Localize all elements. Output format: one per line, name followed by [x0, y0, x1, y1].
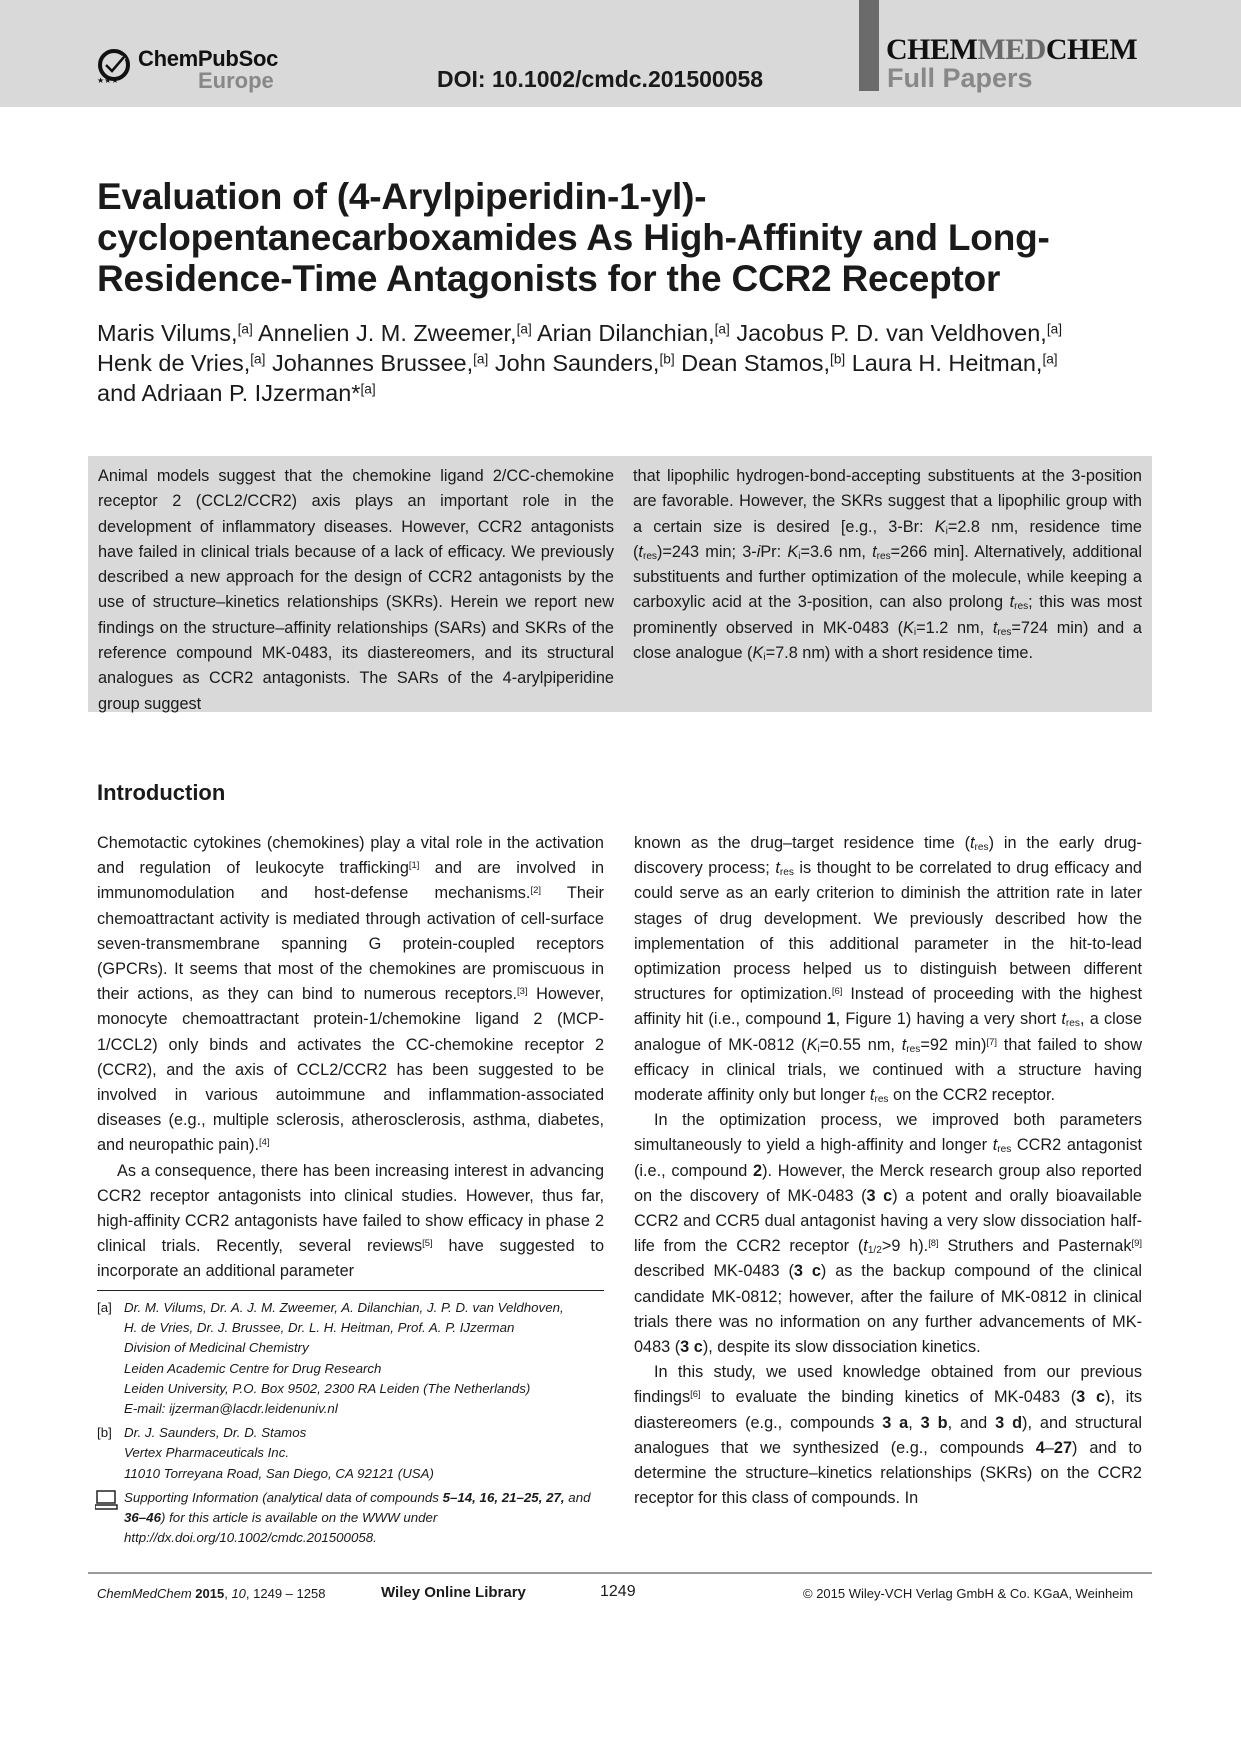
- section-heading: Introduction: [97, 780, 226, 805]
- svg-text:★★★: ★★★: [97, 76, 119, 84]
- email-link[interactable]: E-mail: ijzerman@lacdr.leidenuniv.nl: [124, 1401, 338, 1417]
- citation[interactable]: [8]: [928, 1238, 939, 1250]
- author: John Saunders,: [494, 350, 660, 376]
- publisher-emblem-icon: [96, 46, 134, 84]
- footer-rule: [88, 1572, 1152, 1574]
- paragraph: In this study, we used knowledge obtained from our previous findings[6] to evaluate the binding kinetics of MK-0483 (3 c), its diastereomers (e.g., compounds 3 a, 3 b, and 3 d), and structural analogues that we synthesized (e.g., compounds 4–27) and to determine the structure–kinetics relationships (SKRs) on the CCR2 receptor for this class of compounds. In: [634, 1363, 1142, 1508]
- author: Henk de Vries,: [97, 350, 251, 376]
- publisher-region: Europe: [198, 68, 274, 93]
- computer-icon: [95, 1490, 119, 1510]
- copyright: © 2015 Wiley-VCH Verlag GmbH & Co. KGaA, Weinheim: [803, 1586, 1134, 1601]
- citation[interactable]: [5]: [422, 1238, 433, 1250]
- footer-citation: ChemMedChem 2015, 10, 1249 – 1258: [97, 1586, 326, 1601]
- author: Maris Vilums,: [97, 320, 238, 346]
- citation[interactable]: [7]: [986, 1036, 997, 1048]
- author: Annelien J. M. Zweemer,: [257, 320, 517, 346]
- citation[interactable]: [9]: [1131, 1238, 1142, 1250]
- page-number: 1249: [600, 1583, 636, 1600]
- author: Arian Dilanchian,: [536, 320, 715, 346]
- body-column-right: [634, 831, 1142, 1511]
- title-line: Evaluation of (4-Arylpiperidin-1-yl)-: [97, 176, 707, 217]
- affiliation-b: [b] Dr. J. Saunders, Dr. D. Stamos Vertex Pharmaceuticals Inc. 11010 Torreyana Road, San Diego, CA 92121 (USA): [97, 1425, 434, 1481]
- author: Jacobus P. D. van Veldhoven,: [736, 320, 1047, 346]
- author: Dean Stamos,: [681, 350, 831, 376]
- wiley-online-library-link[interactable]: Wiley Online Library: [381, 1584, 526, 1601]
- abstract-box: [88, 456, 1152, 712]
- title-line: cyclopentanecarboxamides As High-Affinity and Long-: [97, 217, 1050, 258]
- footnotes: [97, 1298, 604, 1552]
- author-list: Maris Vilums,[a] Annelien J. M. Zweemer,[a] Arian Dilanchian,[a] Jacobus P. D. van Veldhoven,[a] Henk de Vries,[a] Johannes Brussee,[a] John Saunders,[b] Dean Stamos,[b] Laura H. Heitman,[a] and Adriaan P. IJzerman*[a]: [97, 320, 1062, 406]
- citation[interactable]: [2]: [530, 885, 541, 897]
- body-column-left: [97, 831, 604, 1285]
- publisher-name: ChemPubSoc: [138, 46, 279, 71]
- abstract-right: that lipophilic hydrogen-bond-accepting substituents at the 3-position are favorable. However, the SKRs suggest that a lipophilic group with a certain size is desired [e.g., 3-Br: $K_i=2.8$ nm, residence time $(t_{res})=243$ min; 3-iPr: $K_i=3.6$ nm, $t_{res}=266$ min]. Alternatively, additional substituents and further optimization of the molecule, while keeping a carboxylic acid at the 3-position, can also prolong $t_{res}$; this was most prominently observed in MK-0483 ($K_i=1.2$ nm, $t_{res}=724$ min) and a close analogue ($K_i=7.8$ nm) with a short residence time.: [633, 467, 1142, 664]
- paragraph: known as the drug–target residence time $(t_{res})$ in the early drug-discovery process; $t_{res}$ is thought to be correlated to drug efficacy and could serve as an early criterion to diminish the attrition rate in later stages of drug development. We previously described how the implementation of this additional parameter in the hit-to-lead optimization process helped us to distinguish between different structures for optimization.[6] Instead of proceeding with the highest affinity hit (i.e., compound 1, Figure 1) having a very short $t_{res}$, a close analogue of MK-0812 ($K_i=0.55$ nm, $t_{res}=92$ min)[7] that failed to show efficacy in clinical trials, we continued with a structure having moderate affinity only but longer $t_{res}$ on the CCR2 receptor.: [634, 834, 1142, 1106]
- paragraph: Chemotactic cytokines (chemokines) play a vital role in the activation and regulation of leukocyte trafficking[1] and are involved in immunomodulation and host-defense mechanisms.[2] Their chemoattractant activity is mediated through activation of cell-surface seven-transmembrane spanning G protein-coupled receptors (GPCRs). It seems that most of the chemokines are promiscuous in their actions, as they can bind to numerous receptors.[3] However, monocyte chemoattractant protein-1/chemokine ligand 2 (MCP-1/CCL2) only binds and activates the CC-chemokine receptor 2 (CCR2), and the axis of CCL2/CCR2 has been suggested to be involved in various autoimmune and inflammation-associated diseases (e.g., multiple sclerosis, atherosclerosis, asthma, diabetes, and neuropathic pain).[4]: [97, 834, 604, 1155]
- doi[interactable]: DOI: 10.1002/cmdc.201500058: [437, 66, 764, 92]
- citation[interactable]: [3]: [517, 986, 528, 998]
- abstract-left: Animal models suggest that the chemokine ligand 2/CC-chemokine receptor 2 (CCL2/CCR2) axis plays an important role in the development of inflammatory diseases. However, CCR2 antagonists have failed in clinical trials because of a lack of efficacy. We previously described a new approach for the design of CCR2 antagonists by the use of structure–kinetics relationships (SKRs). Herein we report new findings on the structure–affinity relationships (SARs) and SKRs of the reference compound MK-0483, its diastereomers, and its structural analogues as CCR2 antagonists. The SARs of the 4-arylpiperidine group suggest: [98, 467, 614, 713]
- supporting-information: Supporting Information (analytical data of compounds 5–14, 16, 21–25, 27, and 36–46) for this article is available on the WWW under http://dx.doi.org/10.1002/cmdc.201500058.: [97, 1488, 604, 1549]
- journal-name: CHEMMEDCHEM: [886, 33, 1138, 66]
- title-line: Residence-Time Antagonists for the CCR2 Receptor: [97, 258, 1001, 299]
- author: Laura H. Heitman,: [851, 350, 1043, 376]
- citation[interactable]: [4]: [259, 1137, 270, 1149]
- paragraph: As a consequence, there has been increasing interest in advancing CCR2 receptor antagonists into clinical studies. However, thus far, high-affinity CCR2 antagonists have failed to show efficacy in phase 2 clinical trials. Recently, several reviews[5] have suggested to incorporate an additional parameter: [97, 1161, 604, 1281]
- citation[interactable]: [1]: [408, 860, 420, 872]
- publisher-logo[interactable]: [96, 46, 296, 96]
- section-type: Full Papers: [887, 63, 1033, 93]
- affiliation-a: [a] Dr. M. Vilums, Dr. A. J. M. Zweemer, A. Dilanchian, J. P. D. van Veldhoven, H. de Vries, Dr. J. Brussee, Dr. L. H. Heitman, Prof. A. P. IJzerman Division of Medicinal Chemistry Leiden Academic Centre for Drug Research Leiden University, P.O. Box 9502, 2300 RA Leiden (The Netherlands) E-mail: ijzerman@lacdr.leidenuniv.nl: [97, 1298, 604, 1419]
- author: Johannes Brussee,: [271, 350, 474, 376]
- footnote-rule: [97, 1290, 604, 1291]
- paragraph: In the optimization process, we improved both parameters simultaneously to yield a high-affinity and longer $t_{res}$ CCR2 antagonist (i.e., compound 2). However, the Merck research group also reported on the discovery of MK-0483 (3 c) a potent and orally bioavailable CCR2 and CCR5 dual antagonist having a very slow dissociation half-life from the CCR2 receptor ($t_{1/2}>9$ h).[8] Struthers and Pasternak[9] described MK-0483 (3 c) as the backup compound of the clinical candidate MK-0812; however, after the failure of MK-0812 in clinical trials there was no information on any further advancements of MK-0483 (3 c), despite its slow dissociation kinetics.: [634, 1111, 1142, 1357]
- journal-accent-bar: [859, 0, 879, 91]
- article-title: [97, 176, 1157, 299]
- author: and Adriaan P. IJzerman*: [97, 380, 361, 406]
- citation[interactable]: [6]: [690, 1389, 701, 1401]
- journal-header: [0, 0, 1241, 107]
- citation[interactable]: [6]: [831, 986, 843, 998]
- si-link[interactable]: ) for this article is available on the WWW under http://dx.doi.org/10.1002/cmdc.201500058.: [124, 1510, 438, 1546]
